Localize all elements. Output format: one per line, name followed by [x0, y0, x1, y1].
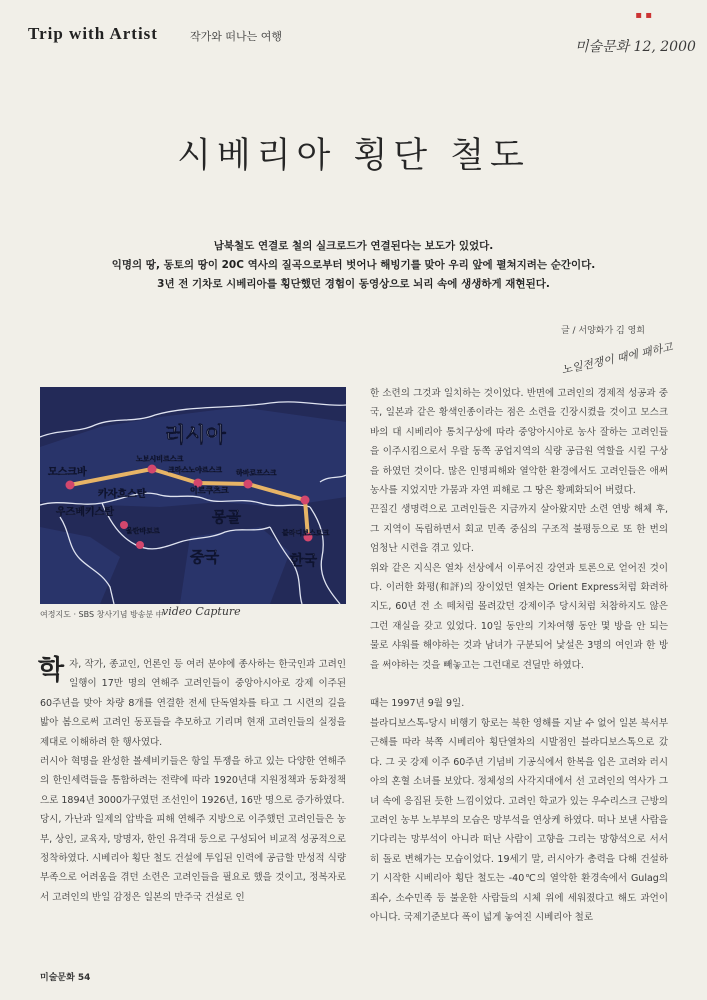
route-map-figure: [40, 387, 346, 604]
map-label-khabarovsk: 하바로프스크: [236, 469, 277, 477]
map-label-uzbekistan: 우즈베키스탄: [56, 507, 114, 518]
paragraph: 당시, 가난과 일제의 압박을 피해 연해주 지방으로 이주했던 고려인들은 농부, 상인, 교육자, 망명자, 한인 유격대 등으로 구성되어 비교적 성공적으로 정착하였다. 시베리아 횡단 철도 건설에 투입된 인력에 공급할 만성적 식량부족으로 어려움을 겪던 소련은 고려인들을 필요로 했을 것이고, 정복자로서 고려인의 반일 감정은 일본의 만주국 건설로 인: [40, 814, 346, 903]
lead-line-2: 익명의 땅, 동토의 땅이 20C 역사의 질곡으로부터 벗어나 해빙기를 맞아 우리 앞에 펼쳐지려는 순간이다.: [111, 259, 596, 271]
paragraph: 러시아 혁명을 완성한 볼셰비키들은 항일 투쟁을 하고 있는 다양한 연해주의 한인세력들을 통합하려는 전략에 따라 1920년대 지원정책과 동화정책으로 1894년 3000가구였던 조선인이 1926년, 16만 명으로 증가하였다.: [40, 756, 346, 806]
map-label-krasnoyarsk: 크라스노야르스크: [168, 466, 223, 474]
map-label-china: 중국: [190, 548, 219, 566]
paragraph-spacer: [370, 675, 668, 694]
corner-mark: ▪ ▪: [635, 10, 652, 21]
map-label-mongolia: 몽골: [212, 508, 241, 526]
map-label-ulaanbaatar: 울란바토르: [126, 527, 160, 535]
paragraph: 위와 같은 지식은 열차 선상에서 이루어진 강연과 토론으로 얻어진 것이다. 이러한 화평(和評)의 장이었던 열차는 Orient Express처럼 화려하지도, 60년 전 소 떼처럼 몰려갔던 강제이주 당시처럼 처참하지도 않은 그런 재실을 갖고 있었다. 10일 동안의 기차여행 동안 몇 방을 안 되는 물로 샤워를 해야하는 것과 남녀가 구분되어 낯설은 3명의 여인과 한 방을 써야하는 것을 빼놓고는 그런대로 견딜만 하였다.: [370, 562, 668, 671]
figure-caption: 여정지도 · SBS 창사기념 방송분 中: [40, 610, 164, 619]
drop-cap: 학: [38, 655, 65, 686]
map-label-moscow: 모스크바: [48, 467, 87, 478]
map-label-novosibirsk: 노보시비르스크: [136, 455, 184, 463]
lead-line-1: 남북철도 연결로 철의 실크로드가 연결된다는 보도가 있었다.: [213, 240, 494, 252]
right-column: [370, 384, 668, 927]
article-title: 시베리아 횡단 철도: [177, 136, 530, 176]
handwritten-caption: video Capture: [162, 605, 241, 618]
paragraph-text: 자, 작가, 종교인, 언론인 등 여러 분야에 종사하는 한국인과 고려인 일행이 17만 명의 연해주 고려인들이 중앙아시아로 강제 이주된 60주년을 맞아 차량 8개를 연결한 전세 단독열차를 타고 그 시련의 길을 밟아 봄으로써 고려인 동포들을 추모하고 기리며 현재 고려인들의 실정을 제대로 이해하려 한 행사였다.: [40, 659, 346, 748]
map-label-russia: 러시아: [165, 423, 226, 447]
series-subtitle: 작가와 떠나는 여행: [190, 30, 283, 43]
byline: 글 / 서양화가 김 영희: [560, 326, 645, 336]
paragraph: 한 소련의 그것과 일치하는 것이었다. 반면에 고려인의 경제적 성공과 중국, 일본과 같은 황색인종이라는 점은 소련을 긴장시켰을 것이고 모스크바의 대 시베리아 통치구상에 따라 중앙아시아로 농사 잘하는 고려인들을 이주시킴으로서 우랄 동쪽 공업지역의 식량 공급원 역할을 시킬 구상을 하였던 것이다. 많은 인명피해와 열악한 환경에서도 고려인들은 애써 농사를 지었지만 가뭄과 자연 피해로 그 땅은 황폐화되어 버렸다.: [370, 388, 668, 497]
map-label-korea: 한국: [290, 553, 318, 569]
left-column: [40, 655, 346, 907]
map-label-kazakhstan: 카자흐스탄: [98, 489, 147, 500]
series-title: Trip with Artist: [28, 24, 158, 43]
paragraph: 블라디보스톡-당시 비행기 항로는 북한 영해를 지날 수 없어 일본 북서부 근해를 따라 북쪽 시베리아 횡단열차의 시발점인 블라디보스톡으로 갔다. 그 곳 강제 이주 60주년 기념비 기공식에서 한복을 입은 고려와 러시아의 혼혈 소녀를 보았다. 정체성의 사각지대에서 선 고려인의 역사가 그녀 속에 응집된 듯한 느낌이었다. 고려인 학교가 있는 우수리스크 근방의 고려인 농부 노부부의 모습은 망부석을 연상케 하였다. 떠나 보낸 사람을 기다리는 망부석이 아니라 떠난 사람이 고향을 그리는 망향석으로 서서히 돌로 변해가는 모습이었다. 19세기 말, 러시아가 총력을 다해 건설하기 시작한 시베리아 횡단 철도는 -40℃의 열악한 환경속에서 Gulag의 죄수, 소수민족 등 불운한 사람들의 시체 위에 세워졌다고 해도 과언이 아니다. 국제기준보다 폭이 넓게 놓여진 시베리아 철로: [370, 717, 668, 923]
handwritten-source-note: 미술문화 12, 2000: [575, 39, 696, 55]
map-label-vladivostok: 블라디보스토크: [282, 529, 330, 537]
paragraph: 끈질긴 생명력으로 고려인들은 지금까지 살아왔지만 소련 연방 해체 후, 그 지역이 독립하면서 회교 민족 중심의 구조적 불평등으로 또 한 번의 엄청난 시련을 겪고 있다.: [370, 504, 668, 555]
page-folio: 미술문화 54: [40, 973, 91, 983]
paragraph: [40, 655, 346, 752]
route-map: [40, 387, 346, 604]
lead-line-3: 3년 전 기차로 시베리아를 횡단했던 경험이 동영상으로 뇌리 속에 생생하게 재현된다.: [157, 278, 550, 290]
map-label-irkutsk: 이르쿠츠크: [190, 486, 229, 495]
paragraph: 때는 1997년 9월 9일.: [370, 698, 465, 710]
handwritten-margin-note: 노일전쟁이 때에 패하고: [560, 340, 674, 377]
